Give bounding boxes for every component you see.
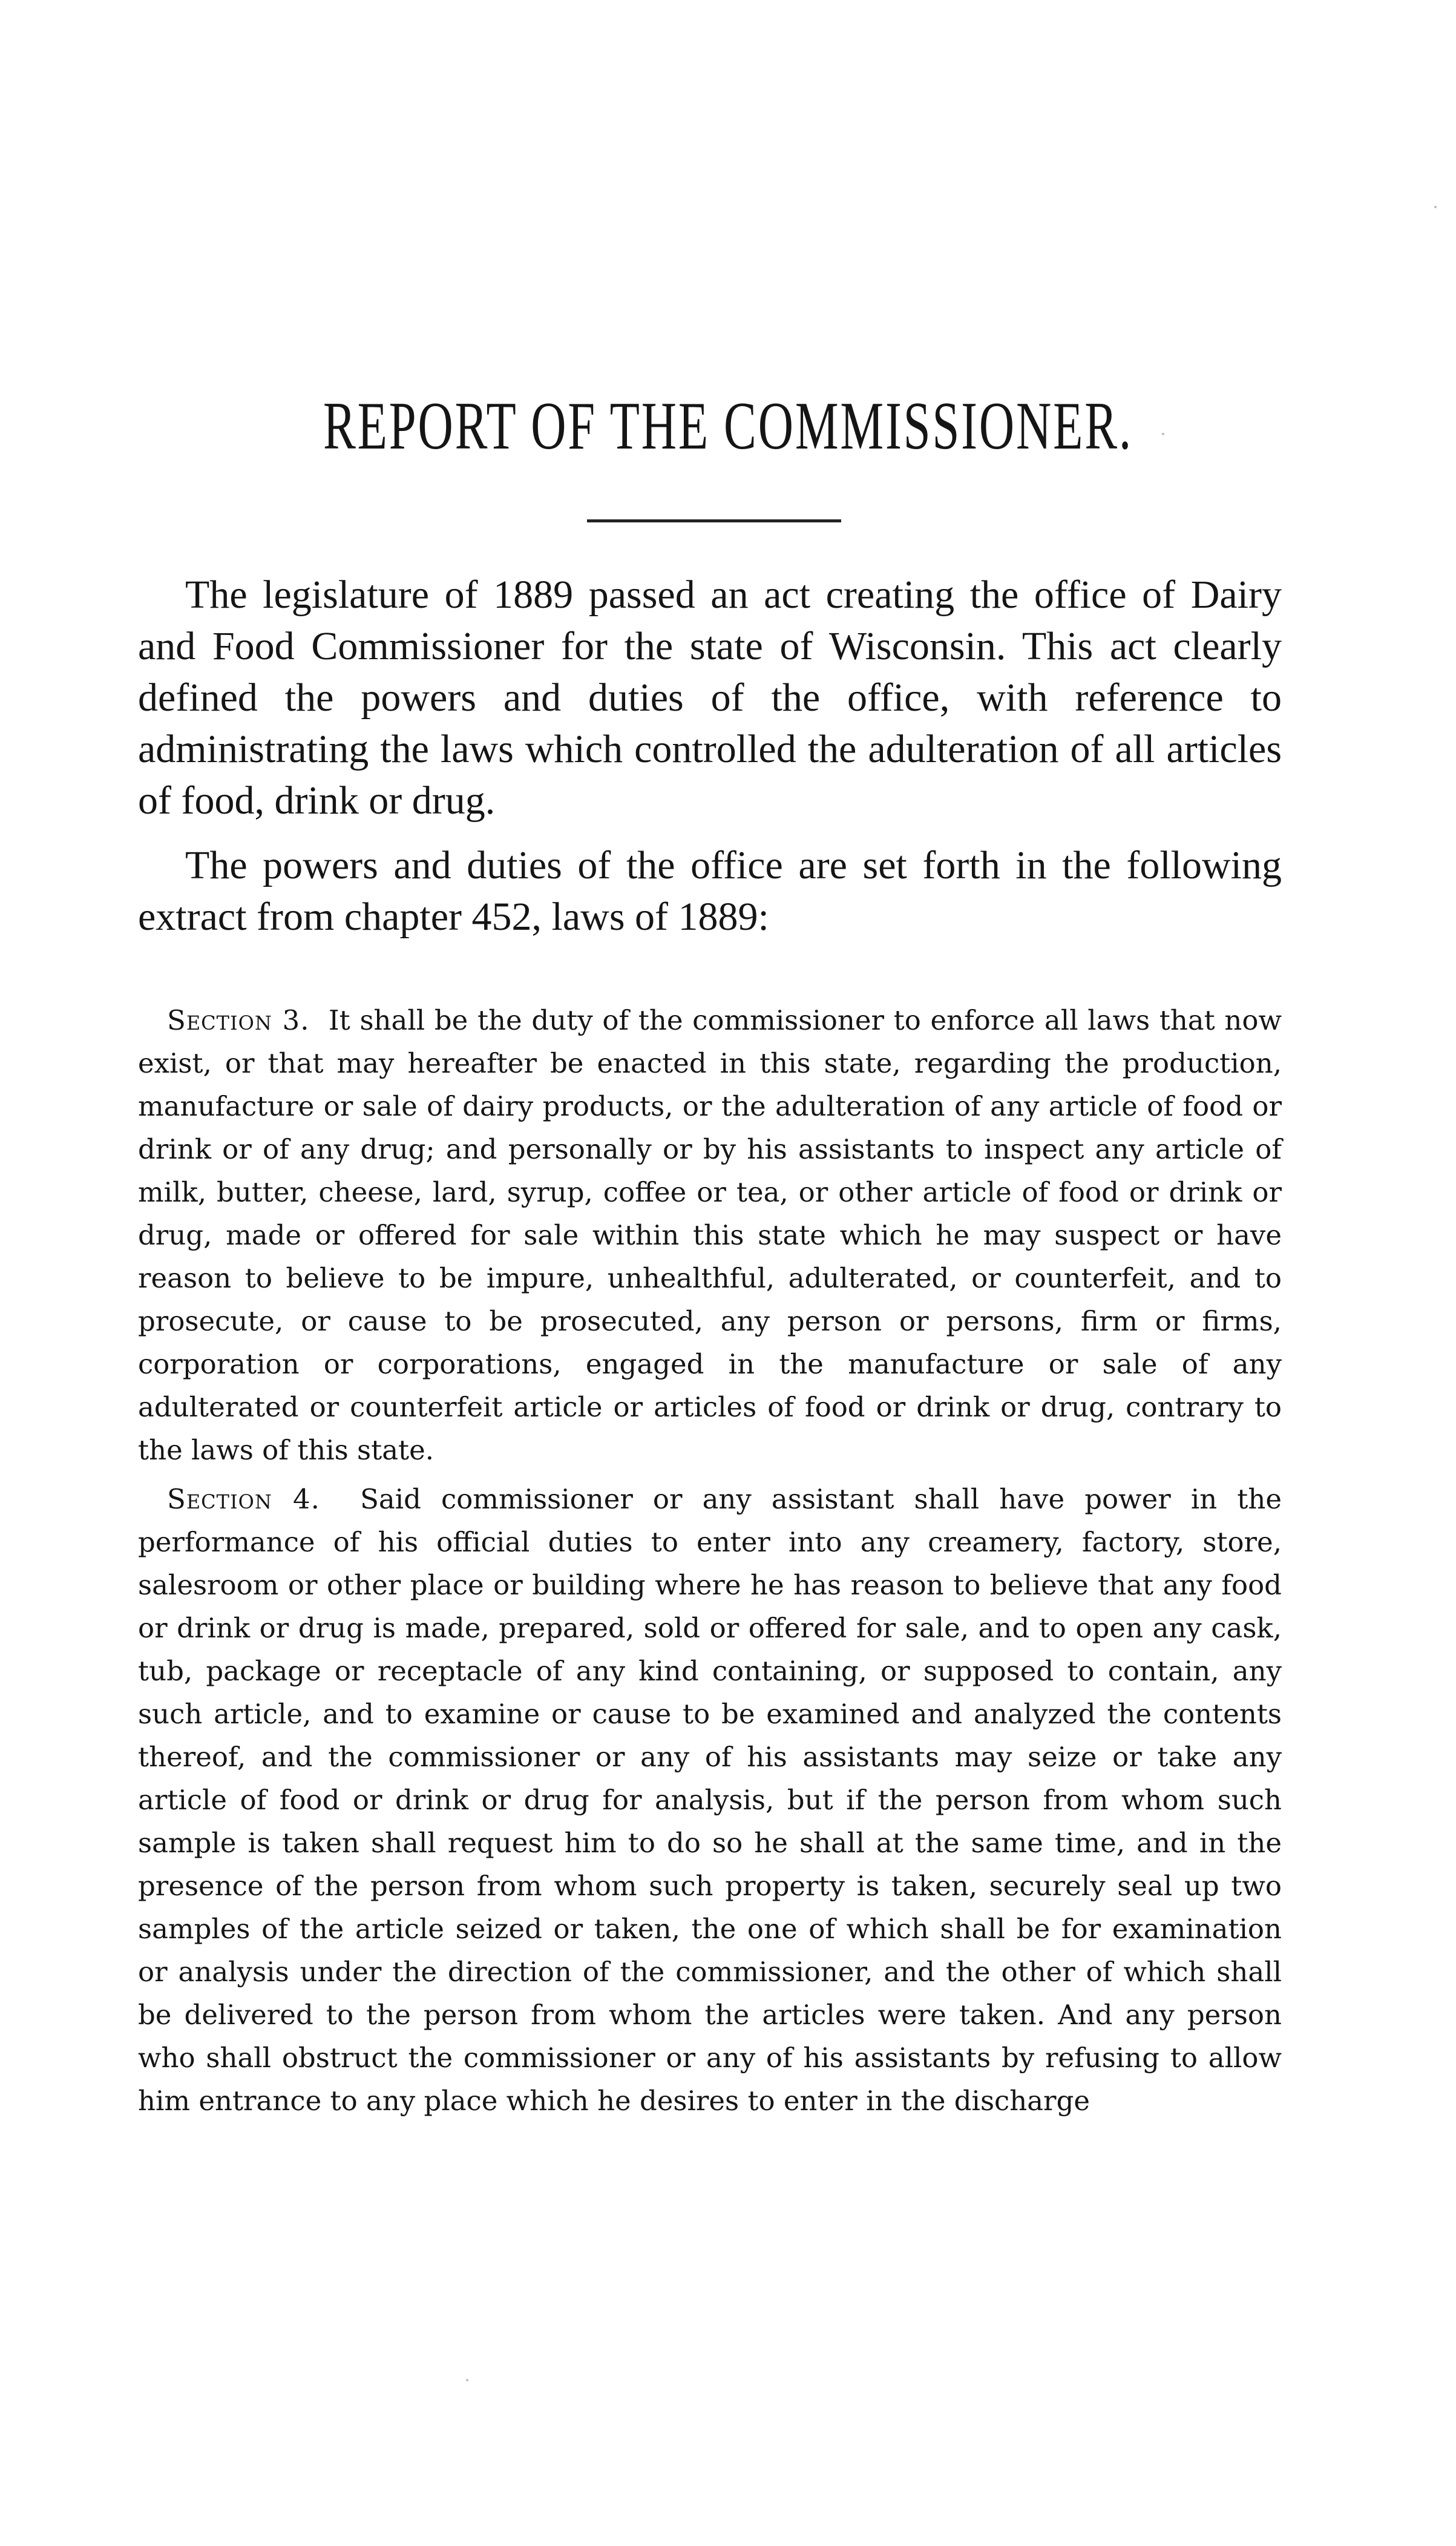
- section-4-label: Section 4.: [167, 1483, 320, 1515]
- section-3-text: It shall be the duty of the commissioner to enforce all laws that now exist, or that may hereafter be enacted in this state, regarding the production, manufacture or sale of dairy products, or the adulteration of any article of food or drink or of any drug; and personally or by his assistants to inspect any article of milk, butter, cheese, lard, syrup, coffee or tea, or other article of food or drink or drug, made or offered for sale within this state which he may suspect or have reason to believe to be impure, unhealthful, adulterated, or counterfeit, and to prosecute, or cause to be prosecuted, any person or persons, firm or firms, corporation or corporations, engaged in the manufacture or sale of any adulterated or counterfeit article or articles of food or drink or drug, contrary to the laws of this state.: [138, 1004, 1282, 1466]
- section-3-label: Section 3.: [167, 1004, 310, 1036]
- paper-speck: [1434, 206, 1437, 208]
- intro-paragraph-1: The legislature of 1889 passed an act creating the office of Dairy and Food Commissioner for the state of Wisconsin. This act clearly defined the powers and duties of the office, with reference to administrating the laws which controlled the adulteration of all articles of food, drink or drug.: [138, 573, 1282, 823]
- intro-text: [138, 569, 1282, 942]
- paper-speck: [1162, 433, 1164, 435]
- section-4-paragraph: [138, 1478, 1282, 2122]
- title-divider: [587, 519, 841, 522]
- intro-paragraph-2: The powers and duties of the office are set forth in the following extract from chapter 452, laws of 1889:: [138, 843, 1282, 939]
- paper-speck: [466, 2379, 468, 2381]
- page-title: REPORT OF THE COMMISSIONER.: [323, 389, 1133, 464]
- statute-extract: [138, 999, 1282, 2122]
- section-4-text: Said commissioner or any assistant shall have power in the performance of his official duties to enter into any creamery, factory, store, salesroom or other place or building where he has reason to believe that any food or drink or drug is made, prepared, sold or offered for sale, and to open any cask, tub, package or receptacle of any kind containing, or supposed to contain, any such article, and to examine or cause to be examined and analyzed the contents thereof, and the commissioner or any of his assistants may seize or take any article of food or drink or drug for analysis, but if the person from whom such sample is taken shall request him to do so he shall at the same time, and in the presence of the person from whom such property is taken, securely seal up two samples of the article seized or taken, the one of which shall be for examination or analysis under the direction of the commissioner, and the other of which shall be delivered to the person from whom the articles were taken. And any person who shall obstruct the commissioner or any of his assistants by refusing to allow him entrance to any place which he desires to enter in the discharge: [138, 1483, 1282, 2117]
- section-3-paragraph: [138, 999, 1282, 1472]
